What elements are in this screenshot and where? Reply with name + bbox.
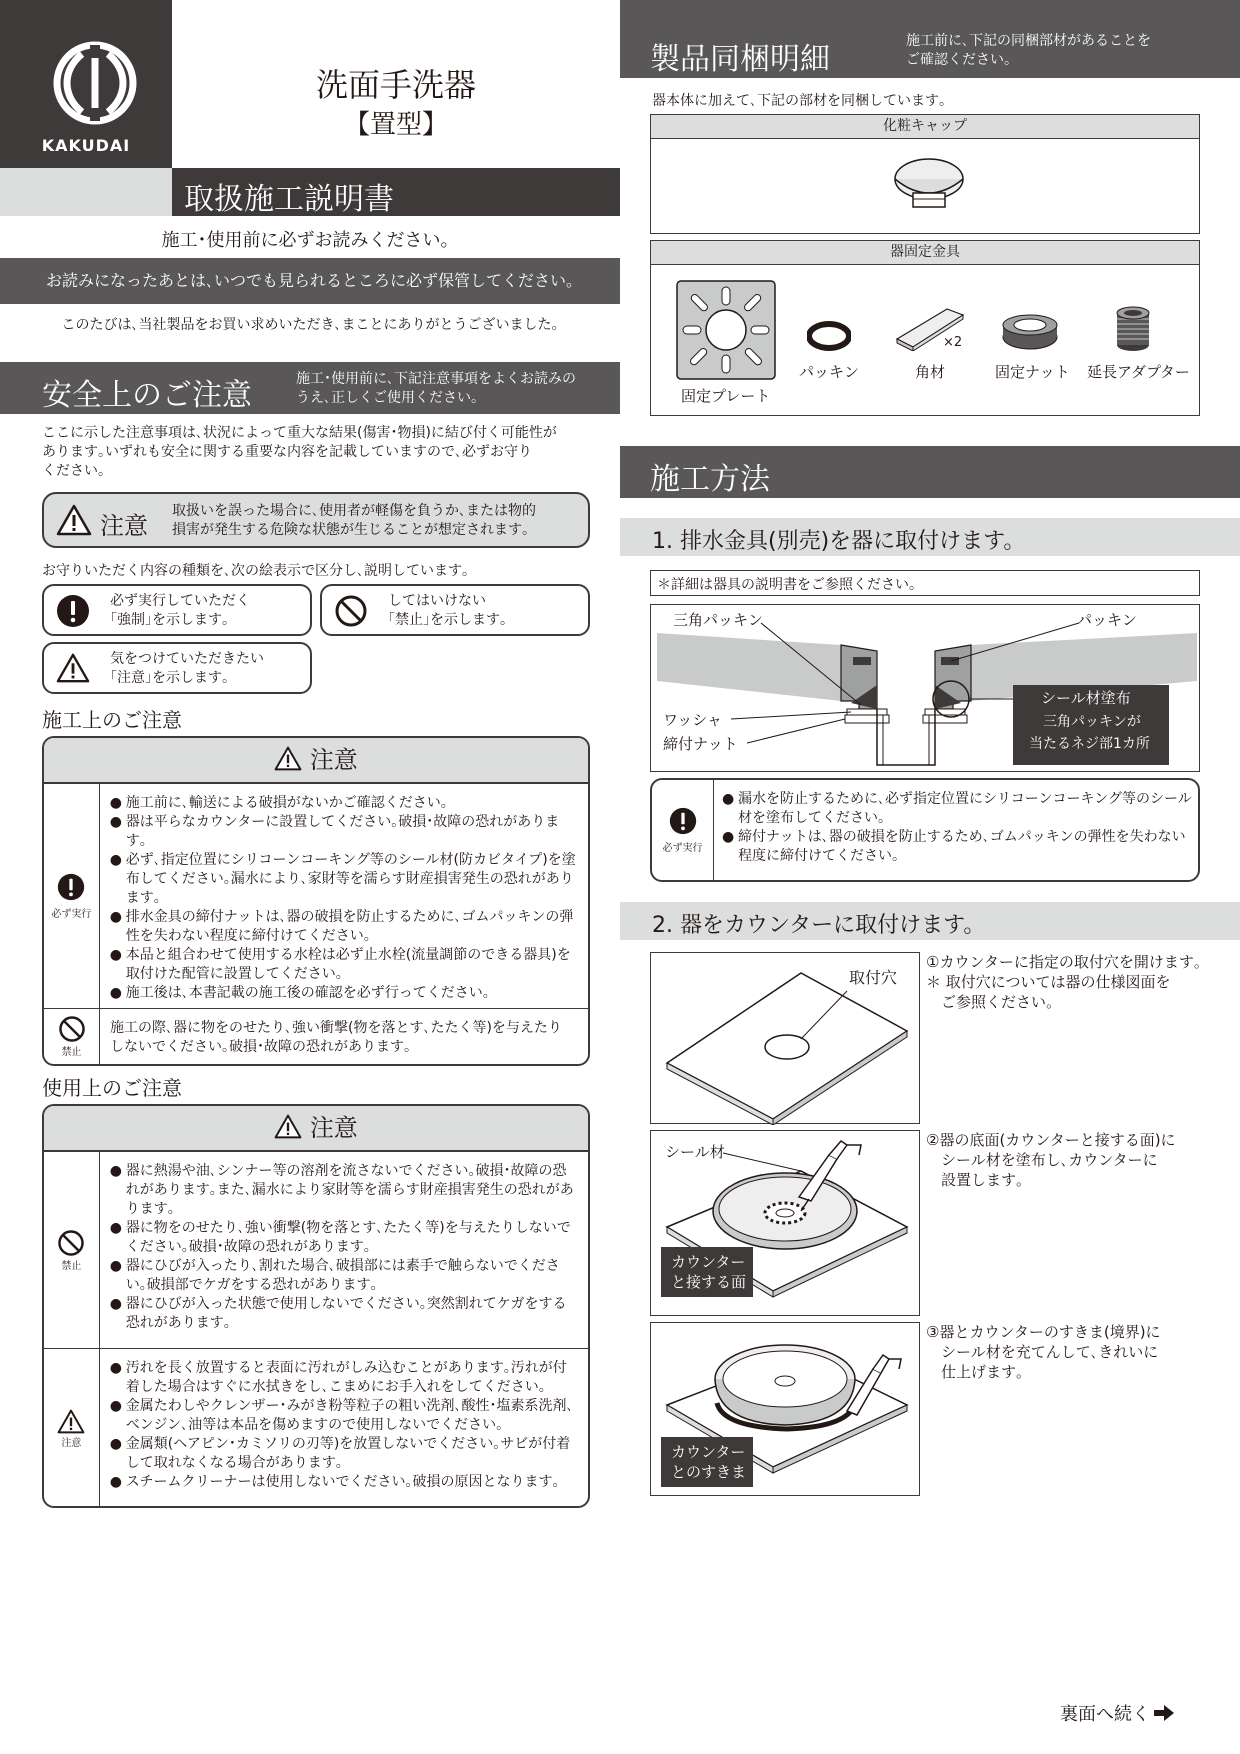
counter-contact-tag xyxy=(661,1247,753,1297)
step2-text-line: ＊ 取付穴については器の仕様図面を xyxy=(926,973,1171,991)
step2-text-2 xyxy=(926,1130,1216,1190)
part-bar-label: 角材 xyxy=(915,363,946,381)
symbol-prohibited-box xyxy=(320,584,590,636)
install-prohibited-line: しないでください｡破損･故障の恐れがあります｡ xyxy=(110,1039,411,1055)
warning-triangle-icon xyxy=(56,652,90,684)
use-caution-label: 注意 xyxy=(61,1437,82,1449)
symbols-intro: お守りいただく内容の種類を､次の絵表示で区分し､説明しています｡ xyxy=(42,563,469,579)
use-caution-title-text: 注意 xyxy=(309,1114,358,1142)
contents-subtitle xyxy=(906,32,1151,70)
list-item: ● 器にひびが入ったり､割れた場合､破損部には素手で触らないでください｡破損部でケガをする恐れがあります｡ xyxy=(110,1257,580,1295)
symbol-mandatory-box xyxy=(42,584,312,636)
list-item: ● 漏水を防止するために､必ず指定位置にシリコーンコーキング等のシール材を塗布してください｡ xyxy=(722,790,1192,828)
seal-apply-sub2: 当たるネジ部1カ所 xyxy=(1029,736,1150,752)
step1-note-text: ＊詳細は器具の説明書をご参照ください｡ xyxy=(657,577,916,593)
safety-intro-line: ください｡ xyxy=(42,463,105,479)
safety-subtitle-line: 施工･使用前に､下記注意事項をよくお読みの xyxy=(296,371,576,387)
step2-text-line: シール材を塗布し､カウンターに xyxy=(926,1151,1158,1169)
warning-triangle-icon xyxy=(274,746,302,771)
step2-text-3 xyxy=(926,1322,1216,1382)
safety-header xyxy=(0,362,620,414)
step2-text-line: ご参照ください｡ xyxy=(926,993,1054,1011)
continue-footer xyxy=(1060,1700,1176,1726)
use-caution-row xyxy=(44,1348,588,1508)
safety-subtitle xyxy=(296,370,576,408)
list-item: ● 器にひびが入った状態で使用しないでください｡突然割れてケガをする恐れがあります｡ xyxy=(110,1295,580,1333)
list-item: ● 汚れを長く放置すると表面に汚れがしみ込むことがあります｡汚れが付着した場合はすぐに水拭きをし､こまめにお手入れをしてください｡ xyxy=(110,1359,580,1397)
use-caution-title xyxy=(44,1106,588,1152)
fixture-box xyxy=(650,240,1200,416)
safety-title: 安全上のご注意 xyxy=(42,378,252,413)
symbol-caution-line: 気をつけていただきたい xyxy=(110,651,264,667)
symbol-mandatory-text xyxy=(110,592,250,630)
install-caution-title xyxy=(44,738,588,784)
list-item: ● 施工後は､本書記載の施工後の確認を必ず行ってください｡ xyxy=(110,984,580,1003)
method-header xyxy=(620,446,1240,498)
arrow-right-icon xyxy=(1152,1703,1176,1723)
caution-description xyxy=(172,502,536,540)
use-prohibited-row xyxy=(44,1152,588,1348)
list-item: ● スチームクリーナーは使用しないでください｡破損の原因となります｡ xyxy=(110,1473,580,1492)
caution-description-line: 取扱いを誤った場合に､使用者が軽傷を負うか､または物的 xyxy=(172,503,536,519)
prohibited-icon xyxy=(57,1229,85,1257)
product-type: 【置型】 xyxy=(343,110,448,140)
continue-text: 裏面へ続く xyxy=(1060,1704,1150,1725)
use-prohibited-icon-cell xyxy=(44,1152,100,1348)
part-packing-label: パッキン xyxy=(799,363,859,381)
brand-name: KAKUDAI xyxy=(41,136,131,155)
safety-subtitle-line: うえ､正しくご使用ください｡ xyxy=(296,390,478,406)
mounting-hole-label: 取付穴 xyxy=(849,968,898,987)
counter-gap-line: とのすきま xyxy=(671,1463,747,1481)
symbol-caution-box xyxy=(42,642,312,694)
fixing-nut-icon xyxy=(1001,313,1059,351)
step2-text-line: シール材を充てんして､きれいに xyxy=(926,1343,1159,1361)
step1-mandatory-icon-cell xyxy=(652,780,714,880)
use-caution-box xyxy=(42,1104,590,1508)
safety-intro-line: ここに示した注意事項は､状況によって重大な結果(傷害･物損)に結び付く可能性が xyxy=(42,425,557,441)
step1-mandatory-list xyxy=(722,790,1192,866)
counter-gap-tag xyxy=(661,1437,753,1487)
part-plate-label: 固定プレート xyxy=(681,387,771,405)
use-prohibited-list xyxy=(100,1152,588,1348)
install-mandatory-label: 必ず実行 xyxy=(51,908,92,920)
exclamation-circle-icon xyxy=(669,807,697,835)
install-caution-title-text: 注意 xyxy=(309,746,358,774)
seal-apply-label: シール材塗布 xyxy=(1041,689,1131,707)
method-title: 施工方法 xyxy=(650,462,770,497)
symbol-prohibited-text xyxy=(388,592,507,630)
cap-box xyxy=(650,114,1200,234)
step2-text-line: 設置します｡ xyxy=(926,1171,1024,1189)
keep-notice-band xyxy=(0,258,620,304)
list-item: ● 施工前に､輸送による破損がないかご確認ください｡ xyxy=(110,794,580,813)
contents-title: 製品同梱明細 xyxy=(650,42,830,77)
list-item: ● 器に物をのせたり､強い衝撃(物を落とす､たたく等)を与えたりしないでください｡破損･故障の恐れがあります｡ xyxy=(110,1219,580,1257)
step2-diagram-3 xyxy=(650,1322,920,1496)
list-item: ● 金属類(ヘアピン･カミソリの刃等)を放置しないでください｡サビが付着して取れなくなる場合があります｡ xyxy=(110,1435,580,1473)
extension-adapter-icon xyxy=(1113,303,1153,353)
read-before-text: 施工･使用前に必ずお読みください。 xyxy=(161,230,459,251)
step2-band xyxy=(620,902,1240,940)
product-name: 洗面手洗器 xyxy=(315,66,476,104)
step2-text-line: ①カウンターに指定の取付穴を開けます｡ xyxy=(926,953,1202,971)
contents-subtitle-line: ご確認ください｡ xyxy=(906,52,1011,68)
install-prohibited-icon-cell xyxy=(44,1009,100,1064)
use-caution-heading: 使用上のご注意 xyxy=(42,1076,182,1100)
install-prohibited-text xyxy=(100,1009,570,1064)
washer-label: ワッシャ xyxy=(663,711,722,729)
step2-text-line: 仕上げます｡ xyxy=(926,1363,1024,1381)
step1-note xyxy=(650,570,1200,596)
install-prohibited-row xyxy=(44,1008,588,1064)
exclamation-circle-icon xyxy=(57,873,85,901)
step1-band xyxy=(620,518,1240,556)
install-prohibited-line: 施工の際､器に物をのせたり､強い衝撃(物を落とす､たたく等)を与えたり xyxy=(110,1020,562,1036)
part-nut-label: 固定ナット xyxy=(995,363,1070,381)
thanks-text: このたびは､当社製品をお買い求めいただき､まことにありがとうございました｡ xyxy=(61,317,559,333)
triangle-packing-label: 三角パッキン xyxy=(673,611,763,629)
list-item: ● 排水金具の締付ナットは､器の破損を防止するために､ゴムパッキンの弾性を失わない程度に締付けてください｡ xyxy=(110,908,580,946)
manual-title: 取扱施工説明書 xyxy=(184,182,394,217)
cap-title: 化粧キャップ xyxy=(651,115,1199,139)
list-item: ● 金属たわしやクレンザー･みがき粉等粒子の粗い洗剤､酸性･塩素系洗剤､ベンジン､油等は本品を傷めますので使用しないでください｡ xyxy=(110,1397,580,1435)
kakudai-logo-icon xyxy=(52,40,138,126)
symbol-caution-line: ｢注意｣を示します｡ xyxy=(110,670,229,686)
step1-mandatory-label: 必ず実行 xyxy=(662,842,703,854)
counter-gap-line: カウンター xyxy=(671,1443,746,1461)
part-bar-qty: ×2 xyxy=(943,335,963,350)
symbol-mandatory-line: 必ず実行していただく xyxy=(110,593,250,609)
counter-contact-line: カウンター xyxy=(671,1253,746,1271)
install-caution-box xyxy=(42,736,590,1066)
drain-diagram xyxy=(650,604,1200,772)
list-item: ● 本品と組合わせて使用する水栓は必ず止水栓(流量調節のできる器具)を取付けた配管に設置してください｡ xyxy=(110,946,580,984)
packing-label: パッキン xyxy=(1077,611,1137,629)
step1-mandatory-box xyxy=(650,778,1200,882)
symbol-caution-text xyxy=(110,650,264,688)
step2-diagram-2 xyxy=(650,1130,920,1316)
sealant-label: シール材 xyxy=(665,1143,725,1161)
packing-ring-icon xyxy=(807,321,851,351)
step2-diagram-1 xyxy=(650,952,920,1124)
caution-label: 注意 xyxy=(100,512,148,540)
install-caution-heading: 施工上のご注意 xyxy=(42,708,182,732)
fastening-nut-label: 締付ナット xyxy=(663,735,738,753)
symbol-prohibited-line: してはいけない xyxy=(388,593,486,609)
seal-apply-sub1: 三角パッキンが xyxy=(1043,714,1141,730)
step2-title: 2. 器をカウンターに取付けます。 xyxy=(652,913,986,938)
prohibited-icon xyxy=(58,1015,86,1043)
caution-description-line: 損害が発生する危険な状態が生じることが想定されます｡ xyxy=(172,522,529,538)
warning-triangle-icon xyxy=(57,1409,85,1434)
manual-title-band xyxy=(172,168,620,216)
symbol-mandatory-line: ｢強制｣を示します｡ xyxy=(110,612,229,628)
install-mandatory-list xyxy=(100,784,588,1008)
counter-contact-line: と接する面 xyxy=(671,1273,747,1291)
step2-text-1 xyxy=(926,952,1216,1012)
install-prohibited-label: 禁止 xyxy=(61,1047,82,1058)
step2-text-line: ②器の底面(カウンターと接する面)に xyxy=(926,1131,1176,1149)
contents-subtitle-line: 施工前に､下記の同梱部材があることを xyxy=(906,33,1151,49)
prohibited-icon xyxy=(334,594,368,628)
keep-notice: お読みになったあとは､いつでも見られるところに必ず保管してください｡ xyxy=(45,271,574,290)
list-item: ● 器は平らなカウンターに設置してください｡破損･故障の恐れがあります｡ xyxy=(110,813,580,851)
use-caution-list xyxy=(100,1349,588,1508)
decorative-cap-icon xyxy=(891,155,967,213)
fixture-title: 器固定金具 xyxy=(651,241,1199,265)
list-item: ● 締付ナットは､器の破損を防止するため､ゴムパッキンの弾性を失わない程度に締付けてください｡ xyxy=(722,828,1192,866)
contents-intro: 器本体に加えて､下記の部材を同梱しています｡ xyxy=(652,93,946,109)
caution-definition-box xyxy=(42,492,590,548)
step2-text-line: ③器とカウンターのすきま(境界)に xyxy=(926,1323,1161,1341)
contents-header xyxy=(620,0,1240,78)
symbol-prohibited-line: ｢禁止｣を示します｡ xyxy=(388,612,507,628)
safety-intro xyxy=(42,424,602,481)
safety-intro-line: あります｡いずれも安全に関する重要な内容を記載していますので､必ずお守り xyxy=(42,444,532,460)
list-item: ● 必ず､指定位置にシリコーンコーキング等のシール材(防カビタイプ)を塗布してください｡漏水により､家財等を濡らす財産損害発生の恐れがあります｡ xyxy=(110,851,580,908)
part-adapter-label: 延長アダプター xyxy=(1087,363,1190,381)
install-mandatory-row xyxy=(44,784,588,1008)
list-item: ● 器に熱湯や油､シンナー等の溶剤を流さないでください｡破損･故障の恐れがあります｡また､漏水により家財等を濡らす財産損害発生の恐れがあります｡ xyxy=(110,1162,580,1219)
install-mandatory-icon-cell xyxy=(44,784,100,1008)
warning-triangle-icon xyxy=(274,1114,302,1139)
use-caution-icon-cell xyxy=(44,1349,100,1508)
exclamation-circle-icon xyxy=(56,594,90,628)
step1-title: 1. 排水金具(別売)を器に取付けます。 xyxy=(652,529,1026,554)
fixing-plate-icon xyxy=(675,279,777,381)
manual-title-band-left xyxy=(0,168,172,216)
use-prohibited-label: 禁止 xyxy=(61,1260,82,1272)
warning-triangle-icon xyxy=(56,504,92,536)
brand-logo-block xyxy=(0,0,172,168)
